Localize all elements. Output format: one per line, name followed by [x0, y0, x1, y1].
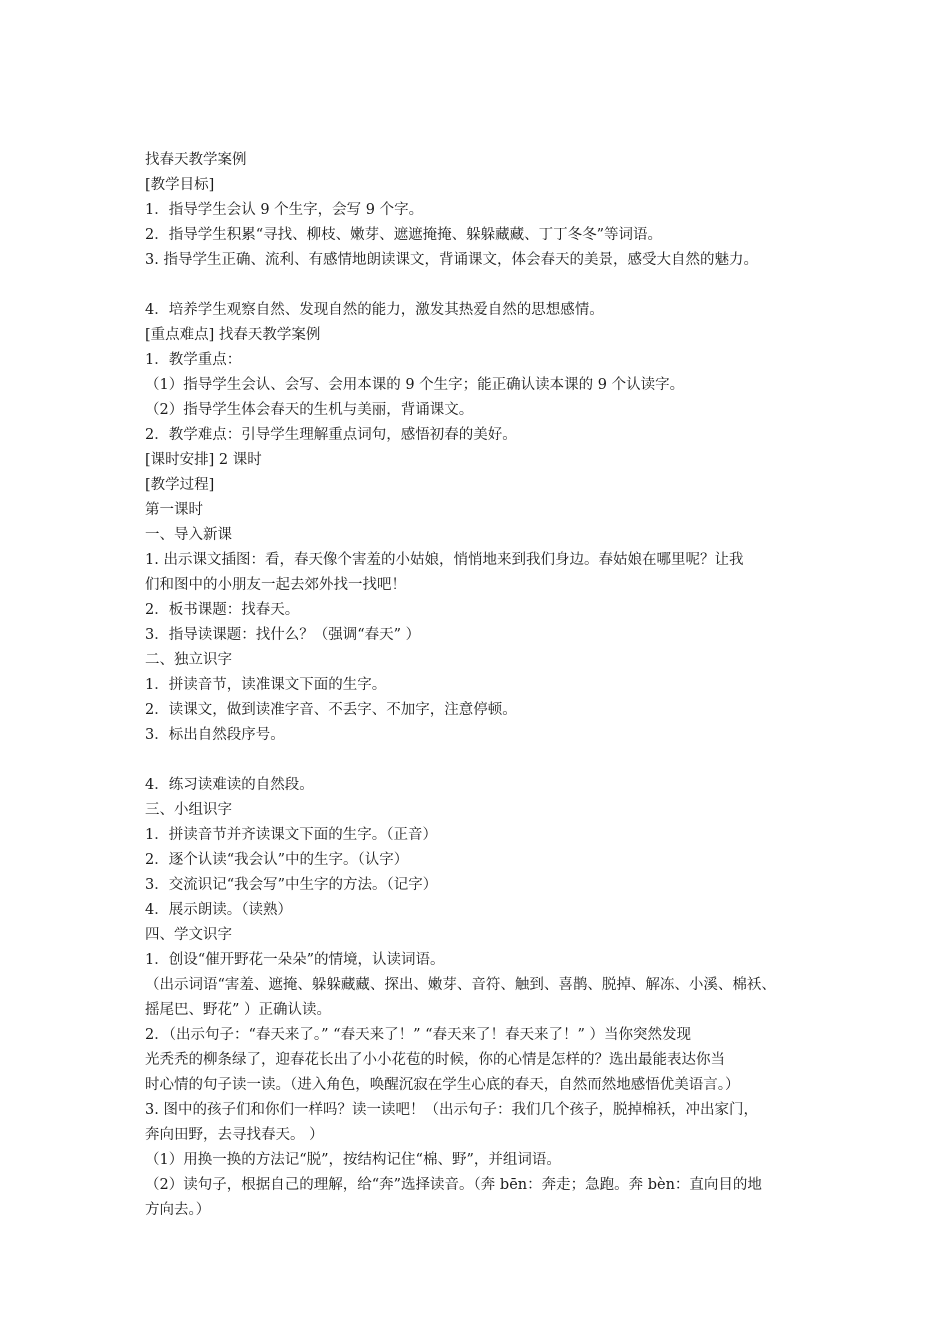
- doc-title: 找春天教学案例: [145, 152, 247, 168]
- text-line: 1．拼读音节并齐读课文下面的生字。（正音）: [145, 827, 437, 843]
- text-line: 第一课时: [145, 502, 203, 518]
- text-line: 奔向田野，去寻找春天。 ）: [145, 1127, 324, 1143]
- text-line: 2．逐个认读“我会认”中的生字。（认字）: [145, 852, 409, 868]
- document-page: [145, 148, 817, 1223]
- text-line: （1）指导学生会认、会写、会用本课的 9 个生字；能正确认读本课的 9 个认读字。: [145, 377, 685, 393]
- text-line: 1．指导学生会认 9 个生字，会写 9 个字。: [145, 202, 424, 218]
- text-line: 4．展示朗读。（读熟）: [145, 902, 292, 918]
- text-line: 1．创设“催开野花一朵朵”的情境，认读词语。: [145, 952, 445, 968]
- text-line: 时心情的句子读一读。（进入角色，唤醒沉寂在学生心底的春天，自然而然地感悟优美语言。）: [145, 1077, 740, 1093]
- text-line: （1）用换一换的方法记“脱”，按结构记住“棉、野”，并组词语。: [145, 1152, 561, 1168]
- subsection-heading: 四、学文识字: [145, 927, 232, 943]
- section-heading: [教学目标]: [145, 177, 215, 193]
- text-line: 2．指导学生积累“寻找、柳枝、嫩芽、遮遮掩掩、躲躲藏藏、丁丁冬冬”等词语。: [145, 227, 663, 243]
- text-line: 2．板书课题：找春天。: [145, 602, 300, 618]
- section-heading: [课时安排] 2 课时: [145, 452, 262, 468]
- blank-line: [145, 748, 817, 773]
- text-line: 1. 出示课文插图：看，春天像个害羞的小姑娘，悄悄地来到我们身边。春姑娘在哪里呢？让我: [145, 552, 744, 568]
- text-line: 2．教学难点：引导学生理解重点词句，感悟初春的美好。: [145, 427, 517, 443]
- text-line: 3．标出自然段序号。: [145, 727, 285, 743]
- text-line: （2）指导学生体会春天的生机与美丽，背诵课文。: [145, 402, 474, 418]
- text-line: 2．读课文，做到读准字音、不丢字、不加字，注意停顿。: [145, 702, 517, 718]
- text-line: （出示词语“害羞、遮掩、躲躲藏藏、探出、嫩芽、音符、触到、喜鹊、脱掉、解冻、小溪、棉袄、: [145, 977, 776, 993]
- text-line: 3．交流识记“我会写”中生字的方法。（记字）: [145, 877, 438, 893]
- subsection-heading: 一、导入新课: [145, 527, 232, 543]
- text-line: 光秃秃的柳条绿了，迎春花长出了小小花苞的时候，你的心情是怎样的？选出最能表达你当: [145, 1052, 725, 1068]
- text-line: 4．培养学生观察自然、发现自然的能力，激发其热爱自然的思想感情。: [145, 302, 604, 318]
- text-line: 方向去。）: [145, 1202, 211, 1218]
- text-line: 摇尾巴、野花” ）正确认读。: [145, 1002, 332, 1018]
- text-line: 1．教学重点：: [145, 352, 242, 368]
- subsection-heading: 三、小组识字: [145, 802, 232, 818]
- text-line: 们和图中的小朋友一起去郊外找一找吧！: [145, 577, 406, 593]
- text-line: 3. 图中的孩子们和你们一样吗？读一读吧！（出示句子：我们几个孩子，脱掉棉袄，冲出家门，: [145, 1102, 758, 1118]
- section-heading: [重点难点] 找春天教学案例: [145, 327, 321, 343]
- text-line: 1．拼读音节，读准课文下面的生字。: [145, 677, 387, 693]
- text-line: 3．指导读课题：找什么？（强调“春天” ）: [145, 627, 421, 643]
- section-heading: [教学过程]: [145, 477, 215, 493]
- text-line: 3. 指导学生正确、流利、有感情地朗读课文，背诵课文，体会春天的美景，感受大自然的魅力。: [145, 252, 758, 268]
- blank-line: [145, 273, 817, 298]
- text-line: 4．练习读难读的自然段。: [145, 777, 314, 793]
- text-line: 2．（出示句子：“春天来了。” “春天来了！” “春天来了！春天来了！” ）当你突然发现: [145, 1027, 692, 1043]
- text-line: （2）读句子，根据自己的理解，给“奔”选择读音。（奔 bēn：奔走；急跑。奔 bèn：直向目的地: [145, 1177, 762, 1193]
- subsection-heading: 二、独立识字: [145, 652, 232, 668]
